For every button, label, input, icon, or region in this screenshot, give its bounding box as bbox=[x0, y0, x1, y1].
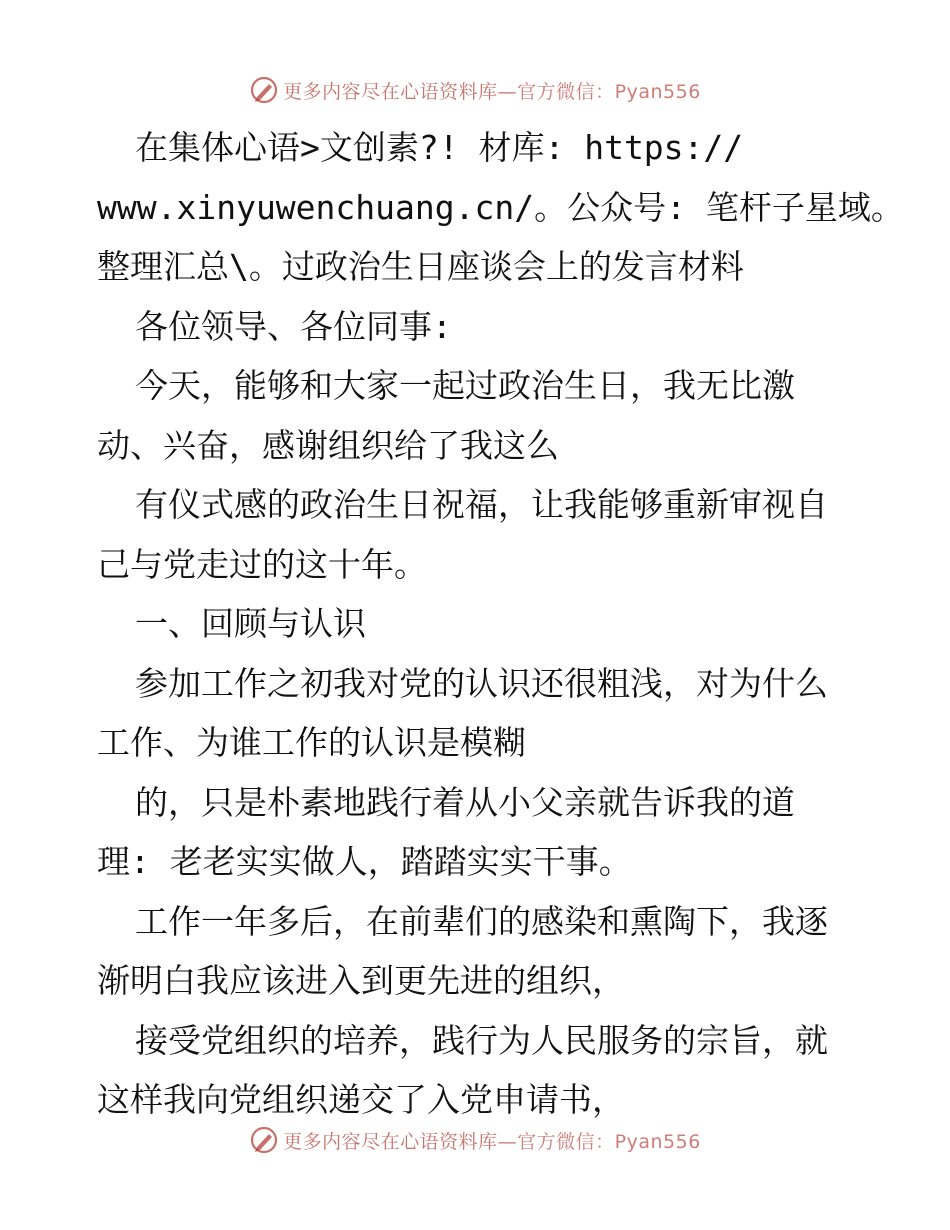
text-line: 这样我向党组织递交了入党申请书， bbox=[97, 1080, 625, 1119]
watermark-footer bbox=[0, 1120, 950, 1160]
text-line: 工作、为谁工作的认识是模糊 bbox=[97, 723, 526, 762]
text-line: 渐明白我应该进入到更先进的组织， bbox=[97, 961, 625, 1000]
text-line: 己与党走过的这十年。 bbox=[97, 544, 427, 584]
text-line: 各位领导、各位同事: bbox=[135, 306, 452, 346]
text-line: 一、回顾与认识 bbox=[135, 604, 366, 643]
text-line: 整理汇总\。过政治生日座谈会上的发言材料 bbox=[97, 247, 744, 286]
text-line: 动、兴奋，感谢组织给了我这么 bbox=[97, 425, 559, 465]
text-line: 参加工作之初我对党的认识还很粗浅，对为什么 bbox=[135, 663, 828, 703]
watermark-text: 更多内容尽在心语资料库—官方微信：Pyan556 bbox=[283, 80, 701, 103]
document-body bbox=[97, 118, 904, 1130]
pen-logo-icon bbox=[249, 1125, 279, 1155]
text-line: 的，只是朴素地践行着从小父亲就告诉我的道 bbox=[135, 782, 795, 822]
text-line: 理: 老老实实做人，踏踏实实干事。 bbox=[97, 842, 632, 881]
text-line: 有仪式感的政治生日祝福，让我能够重新审视自 bbox=[135, 485, 828, 524]
text-line: 今天，能够和大家一起过政治生日，我无比激 bbox=[135, 366, 795, 405]
text-line: 接受党组织的培养，践行为人民服务的宗旨，就 bbox=[135, 1020, 828, 1060]
watermark-header bbox=[0, 70, 950, 110]
text-line: www.xinyuwenchuang.cn/。公众号: 笔杆子星域。 bbox=[97, 187, 904, 227]
watermark-text: 更多内容尽在心语资料库—官方微信：Pyan556 bbox=[283, 1130, 701, 1153]
text-line: 在集体心语>文创素?! 材库: https:// bbox=[135, 128, 744, 167]
text-line: 工作一年多后，在前辈们的感染和熏陶下，我逐 bbox=[135, 901, 828, 941]
pen-logo-icon bbox=[249, 75, 279, 105]
